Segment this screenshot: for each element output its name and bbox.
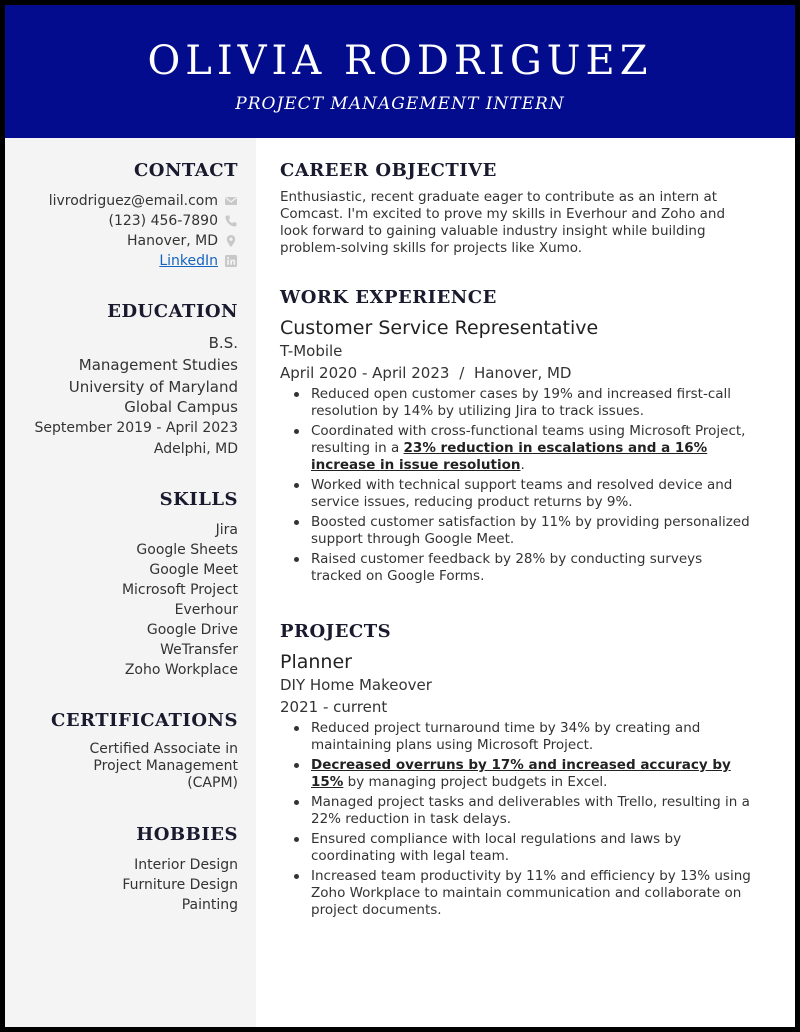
sidebar <box>5 138 256 1032</box>
school-line-1: University of Maryland <box>68 378 238 396</box>
education-section <box>15 301 238 459</box>
contact-section <box>15 160 238 271</box>
candidate-title: PROJECT MANAGEMENT INTERN <box>235 94 565 114</box>
skills-heading: SKILLS <box>159 489 238 510</box>
list-item <box>290 757 755 791</box>
phone-text: (123) 456-7890 <box>108 213 218 229</box>
linkedin-line <box>15 251 238 271</box>
phone-line <box>15 211 238 231</box>
project-name: DIY Home Makeover <box>280 676 432 694</box>
certifications-section <box>15 710 238 792</box>
bullet-text: by managing project budgets in Excel. <box>343 774 608 790</box>
hobby-item: Furniture Design <box>122 877 238 893</box>
location-line <box>15 231 238 251</box>
location-text: Hanover, MD <box>127 233 218 249</box>
projects-heading: PROJECTS <box>280 621 392 642</box>
education-dates: September 2019 - April 2023 <box>34 420 238 436</box>
list-item: Boosted customer satisfaction by 11% by providing personalized support through Google Meet. <box>290 514 755 548</box>
experience-section <box>280 287 755 585</box>
list-item: Raised customer feedback by 28% by conducting surveys tracked on Google Forms. <box>290 551 755 585</box>
objective-text: Enthusiastic, recent graduate eager to contribute as an intern at Comcast. I'm excited to prove my skills in Everhour and Zoho and look forward to gaining valuable industry insight while building problem-solving skills for projects like Xumo. <box>280 189 726 256</box>
list-item: Increased team productivity by 11% and efficiency by 13% using Zoho Workplace to maintain communication and collaborate on project documents. <box>290 868 755 919</box>
objective-section <box>280 160 755 257</box>
certification-line: (CAPM) <box>187 775 238 791</box>
phone-icon <box>224 214 238 228</box>
list-item: Ensured compliance with local regulations and laws by coordinating with legal team. <box>290 831 755 865</box>
resume-header <box>5 5 795 138</box>
list-item <box>290 423 755 474</box>
list-item: Managed project tasks and deliverables with Trello, resulting in a 22% reduction in task delays. <box>290 794 755 828</box>
linkedin-link[interactable]: LinkedIn <box>159 253 218 269</box>
experience-heading: WORK EXPERIENCE <box>280 287 497 308</box>
contact-heading: CONTACT <box>133 160 238 181</box>
bullet-text: Coordinated with cross-functional teams using Microsoft Project, resulting in a <box>311 423 746 456</box>
main-content <box>256 138 795 922</box>
email-text: livrodriguez@email.com <box>48 193 218 209</box>
employer: T-Mobile <box>280 342 343 360</box>
skill-item: Microsoft Project <box>121 582 238 598</box>
project-dates: 2021 - current <box>280 698 388 716</box>
objective-heading: CAREER OBJECTIVE <box>280 160 497 181</box>
certifications-heading: CERTIFICATIONS <box>51 710 238 731</box>
highlighted-achievement: 23% reduction in escalations and a 16% increase in issue resolution <box>311 440 708 473</box>
skill-item: Google Sheets <box>136 542 238 558</box>
project-role: Planner <box>280 651 352 673</box>
projects-section <box>280 621 755 919</box>
linkedin-icon <box>224 254 238 268</box>
job-title: Customer Service Representative <box>280 317 599 339</box>
degree: B.S. <box>208 334 238 352</box>
major: Management Studies <box>78 356 238 374</box>
location-pin-icon <box>224 234 238 248</box>
candidate-name: OLIVIA RODRIGUEZ <box>147 38 653 84</box>
school-line-2: Global Campus <box>124 398 238 416</box>
skill-item: Zoho Workplace <box>124 662 238 678</box>
education-location: Adelphi, MD <box>153 441 238 457</box>
education-heading: EDUCATION <box>107 301 238 322</box>
project-bullets <box>290 720 755 919</box>
skill-item: Google Meet <box>149 562 238 578</box>
list-item: Reduced open customer cases by 19% and increased first-call resolution by 14% by utilizing Jira to track issues. <box>290 386 755 420</box>
skills-section <box>15 489 238 680</box>
list-item: Worked with technical support teams and resolved device and service issues, reducing product returns by 9%. <box>290 477 755 511</box>
skill-item: Jira <box>215 522 238 538</box>
skill-item: Google Drive <box>146 622 238 638</box>
envelope-icon <box>224 194 238 208</box>
certification-line: Certified Associate in <box>89 741 238 757</box>
job-dates: April 2020 - April 2023 <box>280 364 450 382</box>
highlighted-achievement: Decreased overruns by 17% and increased accuracy by 15% <box>311 757 731 790</box>
certification-line: Project Management <box>93 758 238 774</box>
email-line <box>15 191 238 211</box>
hobbies-heading: HOBBIES <box>136 824 238 845</box>
skill-item: Everhour <box>174 602 238 618</box>
skill-item: WeTransfer <box>160 642 238 658</box>
hobby-item: Interior Design <box>134 857 238 873</box>
list-item: Reduced project turnaround time by 34% by creating and maintaining plans using Microsoft Project. <box>290 720 755 754</box>
job-location: Hanover, MD <box>474 364 572 382</box>
meta-separator: / <box>459 364 465 382</box>
job-meta <box>280 362 755 384</box>
experience-bullets <box>290 386 755 585</box>
hobbies-section <box>15 824 238 915</box>
bullet-text: . <box>520 457 525 473</box>
hobby-item: Painting <box>181 897 238 913</box>
